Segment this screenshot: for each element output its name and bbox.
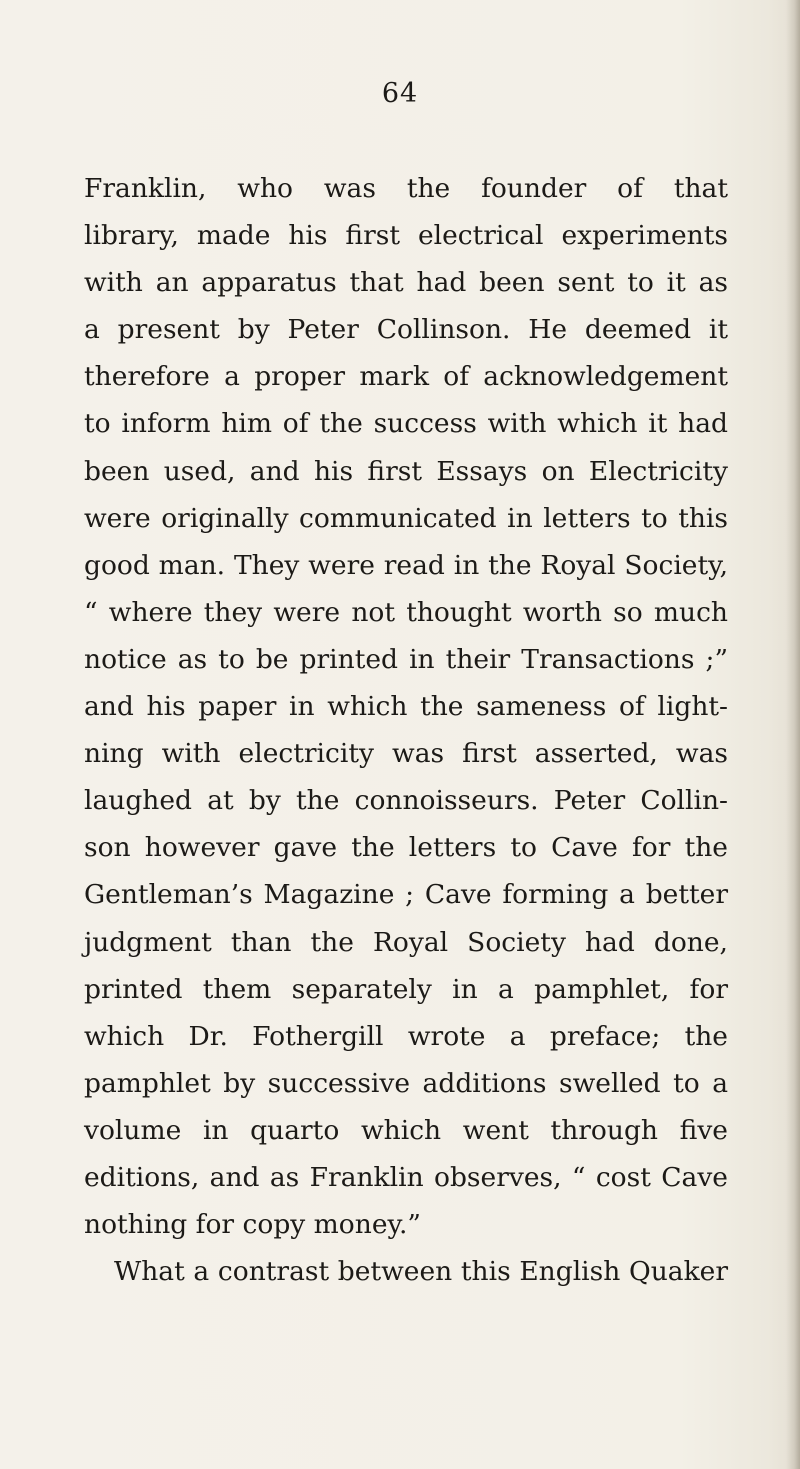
- text-line: laughed at by the connoisseurs. Peter Collin-: [84, 785, 728, 817]
- text-line: notice as to be printed in their Transactions ;”: [84, 643, 728, 675]
- text-line: editions, and as Franklin observes, “ cost Cave: [84, 1161, 728, 1193]
- text-line: volume in quarto which went through five: [84, 1114, 728, 1146]
- text-line: “ where they were not thought worth so much: [84, 596, 728, 628]
- text-line: been used, and his first Essays on Electricity: [84, 455, 728, 487]
- text-line: which Dr. Fothergill wrote a preface; the: [84, 1020, 728, 1052]
- text-line: son however gave the letters to Cave for the: [84, 832, 728, 864]
- text-line: pamphlet by successive additions swelled to a: [84, 1067, 728, 1099]
- text-line: nothing for copy money.”: [84, 1209, 421, 1241]
- text-line: Franklin, who was the founder of that: [84, 173, 728, 204]
- text-line: judgment than the Royal Society had done,: [84, 926, 728, 958]
- text-line: and his paper in which the sameness of light-: [84, 691, 728, 723]
- page-edge-shadow: [786, 0, 800, 1469]
- text-line: printed them separately in a pamphlet, for: [84, 973, 728, 1005]
- text-line: Gentleman’s Magazine ; Cave forming a better: [84, 879, 728, 911]
- text-line: were originally communicated in letters to this: [84, 502, 728, 534]
- page-number: 64: [381, 78, 419, 109]
- text-line: ning with electricity was first asserted, was: [84, 738, 728, 770]
- text-line: good man. They were read in the Royal Society,: [84, 549, 728, 581]
- text-line: library, made his first electrical experiments: [84, 220, 728, 252]
- text-line: to inform him of the success with which it had: [84, 408, 728, 440]
- text-line: with an apparatus that had been sent to it as: [84, 267, 728, 299]
- text-line: a present by Peter Collinson. He deemed it: [84, 314, 728, 346]
- text-line: therefore a proper mark of acknowledgement: [84, 361, 728, 393]
- body-text: [84, 165, 728, 1295]
- text-line: What a contrast between this English Quaker: [114, 1256, 728, 1288]
